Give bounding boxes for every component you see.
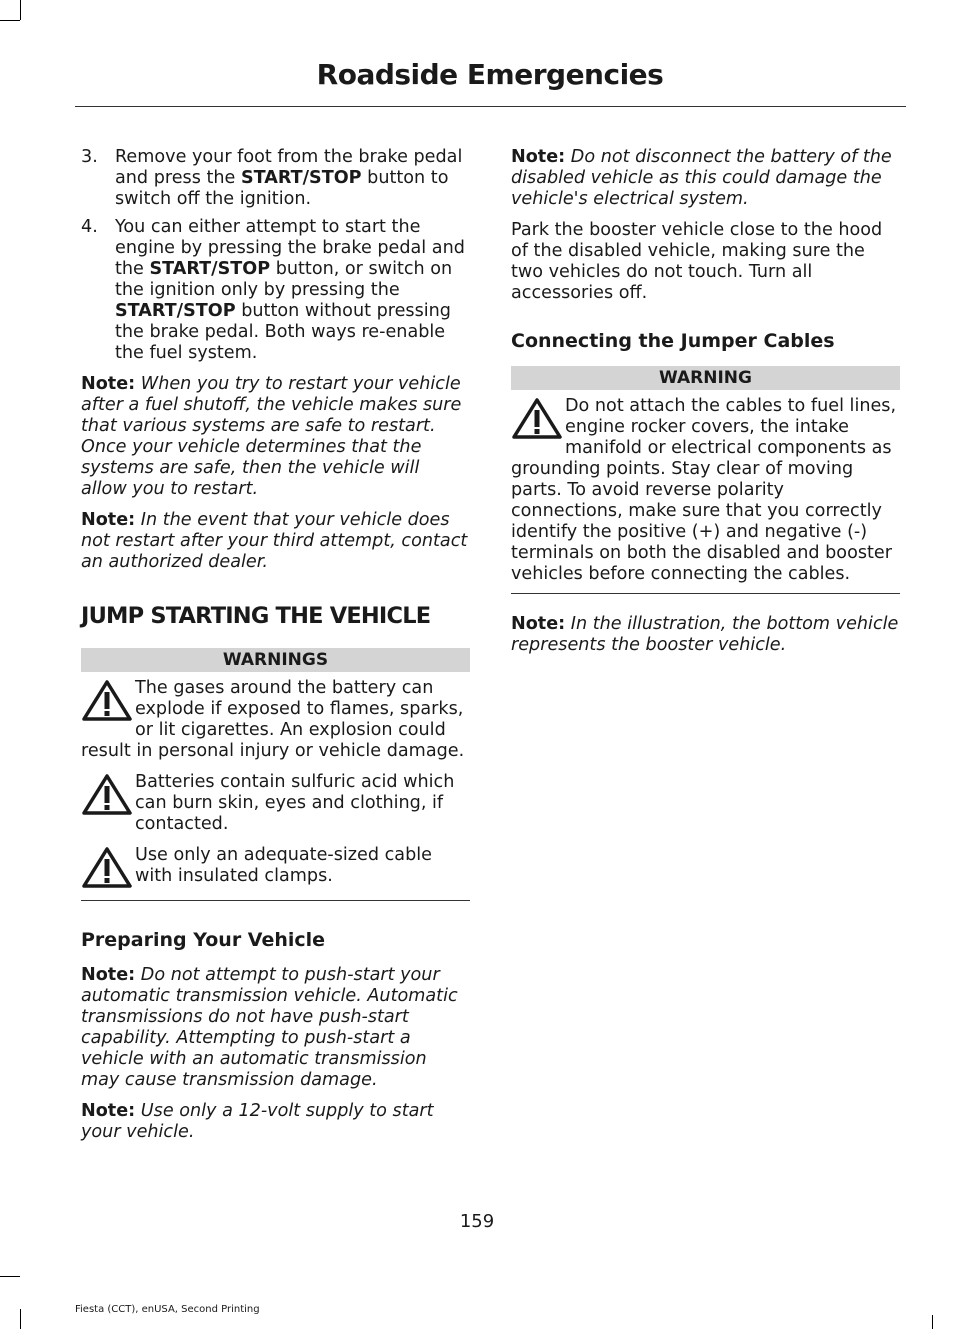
warning-triangle-icon	[81, 773, 133, 817]
note	[511, 614, 900, 656]
right-column	[511, 147, 900, 666]
note-text: Use only a 12-volt supply to start your vehicle.	[81, 1101, 434, 1142]
warning-end-rule	[511, 593, 900, 594]
warning-triangle-icon	[81, 846, 133, 890]
warning-text: Batteries contain sulfuric acid which can burn skin, eyes and clothing, if contacted.	[135, 772, 455, 834]
crop-mark	[932, 1315, 933, 1329]
warnings-bar: WARNINGS	[81, 648, 470, 672]
note-label: Note:	[511, 147, 566, 167]
note-text: When you try to restart your vehicle after a fuel shutoff, the vehicle makes sure that various systems are safe to restart. Once your vehicle determines that the systems are safe, then the vehicle will allow you to restart.	[81, 374, 462, 499]
warning-triangle-icon	[511, 397, 563, 441]
page-title: Roadside Emergencies	[316, 58, 664, 91]
warning-triangle-icon	[81, 679, 133, 723]
left-column	[81, 147, 470, 1153]
warning-item	[81, 678, 470, 762]
list-text: button to switch off the ignition.	[115, 168, 449, 209]
note-label: Note:	[81, 965, 136, 985]
sub-heading: Preparing Your Vehicle	[81, 929, 326, 951]
crop-mark	[20, 1309, 21, 1329]
crop-mark	[0, 1276, 20, 1277]
list-item	[81, 217, 470, 364]
crop-mark	[0, 20, 20, 21]
page-number: 159	[459, 1211, 495, 1232]
list-text: Remove your foot from the brake pedal and press the	[115, 147, 463, 188]
footer-text: Fiesta (CCT), enUSA, Second Printing	[75, 1304, 260, 1315]
list-text: button, or switch on the ignition only by pressing the	[115, 259, 453, 300]
note	[81, 510, 470, 573]
section-heading: JUMP STARTING THE VEHICLE	[81, 603, 431, 629]
sub-heading: Connecting the Jumper Cables	[511, 330, 835, 352]
list-item	[81, 147, 470, 210]
header-rule	[75, 106, 906, 107]
note-label: Note:	[511, 614, 566, 634]
warning-text: The gases around the battery can explode if exposed to flames, sparks, or lit cigarettes. An explosion could result in personal injury or vehicle damage.	[81, 678, 465, 761]
warning-item	[511, 396, 900, 585]
warning-item	[81, 845, 470, 890]
crop-mark	[20, 0, 21, 20]
note	[81, 1101, 470, 1143]
note-label: Note:	[81, 1101, 136, 1121]
note-text: In the event that your vehicle does not restart after your third attempt, contact an authorized dealer.	[81, 510, 468, 572]
note-text: Do not attempt to push-start your automatic transmission vehicle. Automatic transmissions do not have push-start capability. Attempting to push-start a vehicle with an automatic transmission may cause transmission damage.	[81, 965, 458, 1090]
warnings-end-rule	[81, 900, 470, 901]
note-text: In the illustration, the bottom vehicle represents the booster vehicle.	[511, 614, 899, 655]
note	[511, 147, 900, 210]
note	[81, 965, 470, 1091]
note	[81, 374, 470, 500]
warning-text: Do not attach the cables to fuel lines, engine rocker covers, the intake manifold or electrical components as grounding points. Stay clear of moving parts. To avoid reverse polarity connections, make sure that you correctly identify the positive (+) and negative (-) terminals on both the disabled and booster vehicles before connecting the cables.	[511, 396, 897, 584]
button-name: START/STOP	[149, 259, 271, 279]
note-label: Note:	[81, 510, 136, 530]
button-name: START/STOP	[240, 168, 362, 188]
warning-bar: WARNING	[511, 366, 900, 390]
list-number: 3.	[81, 147, 98, 167]
note-text: Do not disconnect the battery of the disabled vehicle as this could damage the vehicle's electrical system.	[511, 147, 892, 209]
list-text: You can either attempt to start the engine by pressing the brake pedal and the	[115, 217, 465, 279]
list-text: button without pressing the brake pedal. Both ways re-enable the fuel system.	[115, 301, 451, 363]
list-number: 4.	[81, 217, 98, 237]
note-label: Note:	[81, 374, 136, 394]
warning-item	[81, 772, 470, 835]
button-name: START/STOP	[115, 301, 236, 321]
warning-text: Use only an adequate-sized cable with insulated clamps.	[135, 845, 432, 886]
paragraph: Park the booster vehicle close to the hood of the disabled vehicle, making sure the two vehicles do not touch. Turn all accessories off.	[511, 220, 883, 303]
